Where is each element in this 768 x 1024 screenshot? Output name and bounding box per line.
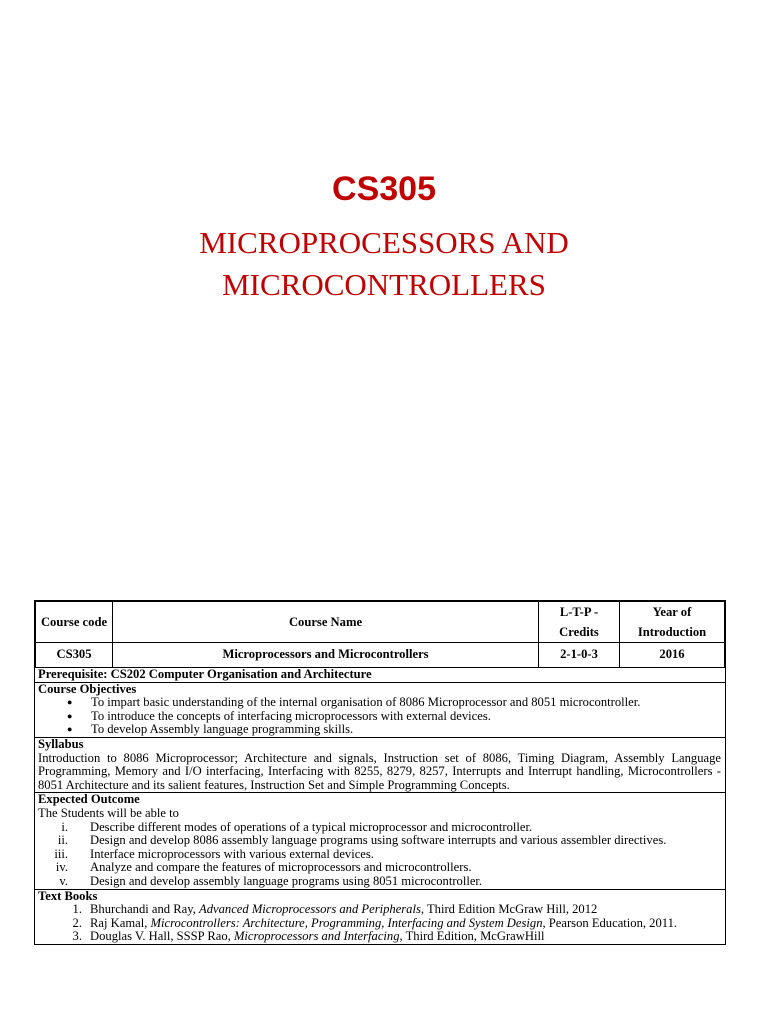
textbook-item — [38, 930, 721, 944]
header-course-name: Course Name — [113, 602, 539, 643]
header-row — [36, 602, 725, 643]
course-name-line-1: MICROPROCESSORS AND — [199, 225, 569, 260]
course-header-table — [35, 601, 725, 668]
course-row — [36, 643, 725, 668]
header-ltp-credits: L-T-P - Credits — [539, 602, 620, 643]
outcome-number: ii. — [57, 833, 68, 848]
textbook-number: 1. — [72, 902, 82, 917]
row-course-name: Microprocessors and Microcontrollers — [113, 643, 539, 668]
outcome-text: Design and develop assembly language programs using 8051 microcontroller. — [90, 873, 483, 888]
syllabus-table — [34, 600, 726, 945]
outcome-number: i. — [61, 819, 68, 834]
outcome-number: iii. — [54, 846, 68, 861]
textbook-authors: Bhurchandi and Ray, — [90, 902, 196, 917]
outcome-text: Describe different modes of operations of a typical microprocessor and microcontroller. — [90, 819, 533, 834]
textbook-authors: Raj Kamal, — [90, 915, 148, 930]
outcome-item — [38, 875, 721, 889]
textbook-details: , Pearson Education, 2011. — [542, 915, 678, 930]
outcome-text: Design and develop 8086 assembly language programs using software interrupts and various assembler directives. — [90, 833, 667, 848]
prerequisite-text: Prerequisite: CS202 Computer Organisation and Architecture — [38, 667, 372, 681]
row-year: 2016 — [620, 643, 725, 668]
textbook-title: Microprocessors and Interfacing — [233, 929, 400, 944]
textbook-number: 3. — [72, 929, 82, 944]
outcome-text: Analyze and compare the features of microprocessors and microcontrollers. — [90, 860, 472, 875]
outcome-title: Expected Outcome — [38, 792, 140, 807]
outcome-number: v. — [59, 873, 68, 888]
syllabus-title: Syllabus — [38, 736, 84, 751]
objective-item: ● To impart basic understanding of the internal organisation of 8086 Microprocessor and 8051 microcontroller. — [38, 696, 721, 710]
outcome-item — [38, 834, 721, 848]
objective-item: ● To develop Assembly language programming skills. — [38, 723, 721, 737]
textbook-title: Advanced Microprocessors and Peripherals — [199, 902, 421, 917]
syllabus-section — [35, 737, 725, 792]
course-name-line-2: MICROCONTROLLERS — [222, 267, 546, 302]
objective-item: ● To introduce the concepts of interfacing microprocessors with external devices. — [38, 710, 721, 724]
header-course-code: Course code — [36, 602, 113, 643]
row-course-code: CS305 — [36, 643, 113, 668]
textbooks-title: Text Books — [38, 888, 98, 903]
textbook-details: , Third Edition McGraw Hill, 2012 — [420, 902, 598, 917]
prerequisite-section — [35, 668, 725, 682]
course-code-title: CS305 — [332, 170, 436, 208]
objectives-title: Course Objectives — [38, 681, 137, 696]
objectives-section — [35, 682, 725, 737]
syllabus-text: Introduction to 8086 Microprocessor; Architecture and signals, Instruction set of 8086, Timing Diagram, Assembly Language Programming, Memory and I/O interfacing, Interfacing with 8255, 8279, 8257, Interrupts and Interrupt handling, Microcontrollers - 8051 Architecture and its salient features, Instruction Set and Simple Programming Concepts. — [38, 750, 721, 792]
textbook-details: , Third Edition, McGrawHill — [399, 929, 545, 944]
textbook-title: Microcontrollers: Architecture, Programming, Interfacing and System Design — [150, 915, 543, 930]
row-ltp-credits: 2-1-0-3 — [539, 643, 620, 668]
textbook-item — [38, 917, 721, 931]
outcome-section — [35, 792, 725, 888]
outcome-intro: The Students will be able to — [38, 805, 179, 820]
textbook-authors: Douglas V. Hall, SSSP Rao, — [90, 929, 231, 944]
textbooks-section — [35, 889, 725, 944]
outcome-item — [38, 821, 721, 835]
outcome-number: iv. — [55, 860, 68, 875]
textbook-number: 2. — [72, 915, 82, 930]
header-year: Year of Introduction — [620, 602, 725, 643]
outcome-text: Interface microprocessors with various external devices. — [90, 846, 374, 861]
textbook-item — [38, 903, 721, 917]
course-name-title — [0, 222, 768, 306]
outcome-item — [38, 848, 721, 862]
outcome-item — [38, 861, 721, 875]
